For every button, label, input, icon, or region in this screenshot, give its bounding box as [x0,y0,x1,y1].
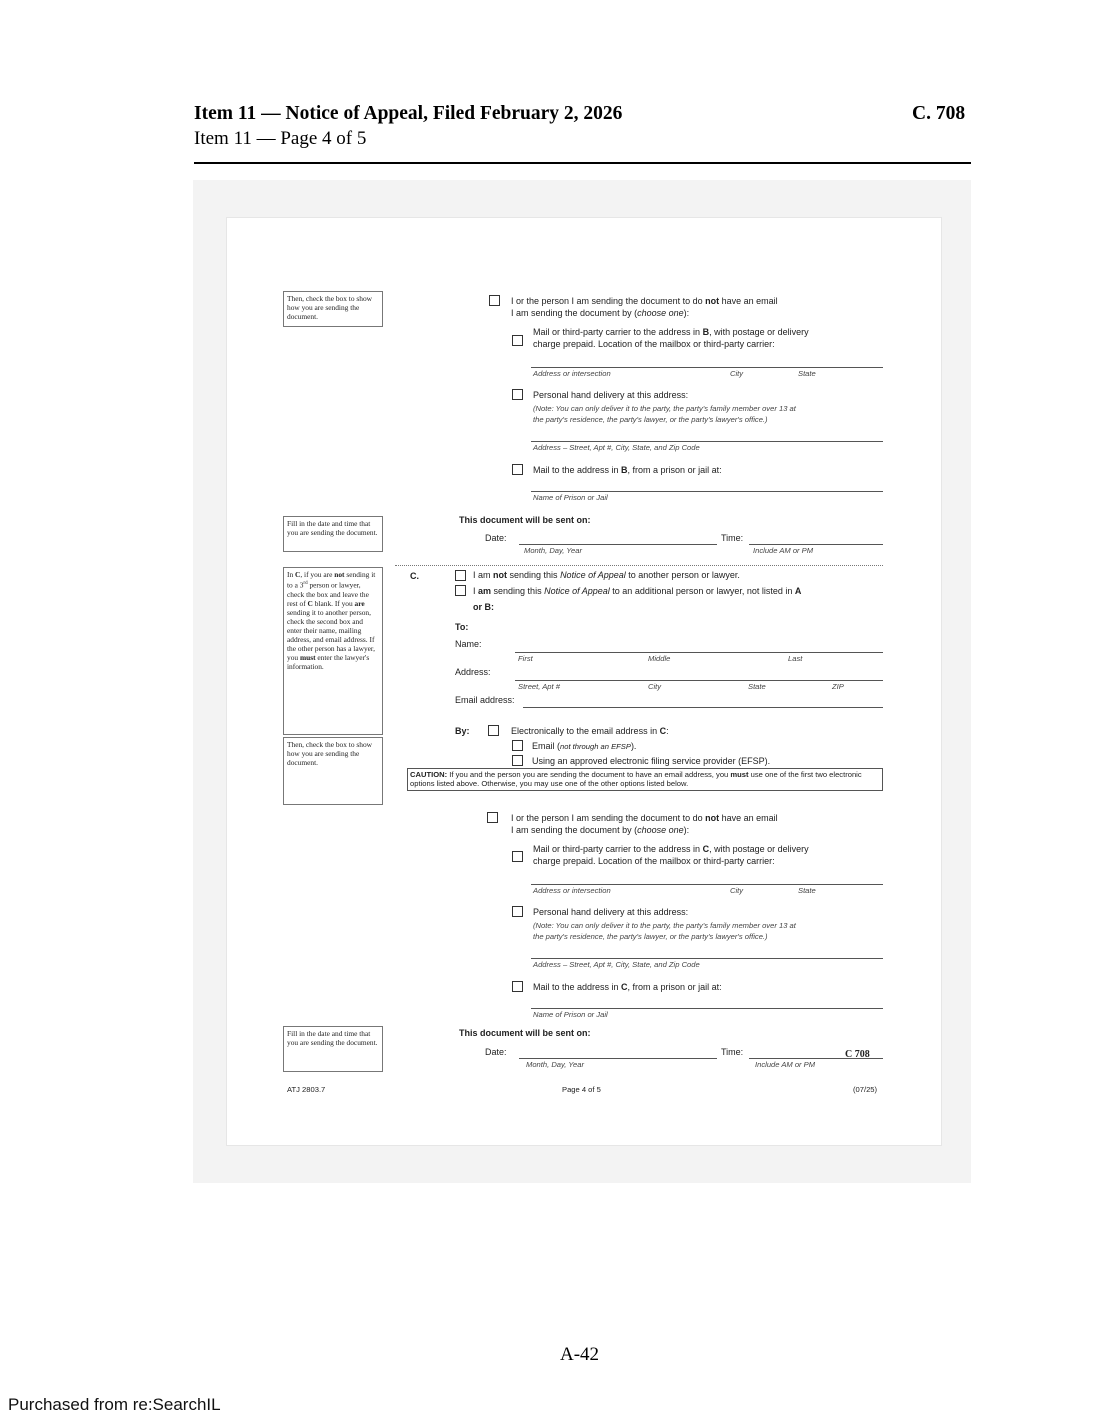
email-field-line[interactable] [523,707,883,708]
label-month-day-year: Month, Day, Year [524,546,582,555]
not-sending-checkbox-c[interactable] [455,570,466,581]
address-label: Address: [455,667,491,677]
label-zip: ZIP [832,682,844,691]
label-city-c2: City [730,886,744,895]
name-field-line[interactable] [515,652,883,653]
form-footer-id: ATJ 2803.7 [287,1085,326,1094]
label-address-intersection: Address or intersection [533,369,611,378]
sidebar-text: C [307,598,313,608]
label-address-intersection-c: Address or intersection [533,886,611,895]
label-full-address: Address – Street, Apt #, City, State, and Zip Code [533,443,700,452]
label-include-ampm-2: Include AM or PM [755,1060,816,1069]
header-rule [194,162,971,164]
prison-name-line-c[interactable] [531,1008,883,1009]
caution-box: CAUTION: If you and the person you are sending the document to have an email address, you must use one of the first two electronic options listed above. Otherwise, you may use one of the other options listed below. [407,768,883,791]
mail-carrier-text-b: Mail or third-party carrier to the address in B, with postage or delivery [533,327,809,337]
delivery-note-line1: (Note: You can only deliver it to the party, the party's family member over 13 at [533,404,796,413]
label-city: City [730,369,744,378]
personal-delivery-text-b: Personal hand delivery at this address: [533,390,689,400]
sidebar-date-time-instruction-1: Fill in the date and time that you are sending the document. [283,516,383,552]
prison-mail-checkbox-b[interactable] [512,464,523,475]
time-label-2: Time: [721,1047,744,1057]
sidebar-date-time-instruction-2: Fill in the date and time that you are sending the document. [283,1026,383,1072]
delivery-note-line2: the party's residence, the party's lawyer, or the party's lawyer's office.) [533,415,768,424]
mail-carrier-text-c-line2: charge prepaid. Location of the mailbox or third-party carrier: [533,856,775,866]
no-email-text-c: I or the person I am sending the document to do not have an email [511,813,778,823]
label-include-ampm: Include AM or PM [753,546,814,555]
delivery-note-line1-c: (Note: You can only deliver it to the party, the party's family member over 13 at [533,921,796,930]
no-email-checkbox-b[interactable] [489,295,500,306]
sidebar-text: sending it to another person, check the second box and enter their name, mailing address, and email address. If the other person has a lawyer, you [287,607,375,663]
no-email-checkbox-c[interactable] [487,812,498,823]
mail-carrier-text-c: Mail or third-party carrier to the address in C, with postage or delivery [533,844,809,854]
page-title: Item 11 — Notice of Appeal, Filed February 2, 2026 [194,103,623,124]
date-label-1: Date: [485,533,507,543]
mail-location-line-c[interactable] [531,884,883,885]
form-footer-page: Page 4 of 5 [562,1085,601,1094]
label-prison-c: Name of Prison or Jail [533,1010,608,1019]
date-line-2[interactable] [519,1058,717,1059]
mail-location-line-b[interactable] [531,367,883,368]
prison-mail-checkbox-c[interactable] [512,981,523,992]
sidebar-text: enter the lawyer's information. [287,653,370,672]
delivery-note-line2-c: the party's residence, the party's lawyer, or the party's lawyer's office.) [533,932,768,941]
sidebar-text: , if you are [300,570,335,579]
label-month-day-year-2: Month, Day, Year [526,1060,584,1069]
or-b-text: or B: [473,602,494,612]
sidebar-section-c-instruction [283,567,383,735]
label-state-c: State [748,682,766,691]
address-field-line[interactable] [515,680,883,681]
sidebar-text: must [299,653,316,663]
appendix-page-number: A-42 [560,1344,600,1365]
sent-on-heading-1: This document will be sent on: [459,515,591,525]
no-email-text-b: I or the person I am sending the document to do not have an email [511,296,778,306]
sidebar-text: In [287,570,296,579]
label-middle: Middle [648,654,671,663]
sending-by-text-b: I am sending the document by (choose one): [511,308,690,318]
efsp-option-checkbox[interactable] [512,755,523,766]
record-stamp: C 708 [845,1049,870,1060]
sidebar-text: blank. If you [312,598,355,608]
email-label: Email address: [455,695,515,705]
sidebar-text: C [295,570,301,579]
am-sending-text-c: I am sending this Notice of Appeal to an additional person or lawyer, not listed in A [473,586,802,596]
sidebar-text: not [334,570,345,579]
label-prison: Name of Prison or Jail [533,493,608,502]
sidebar-text: sending it to a 3 [287,570,376,590]
label-first: First [518,654,533,663]
sending-by-text-c: I am sending the document by (choose one): [511,825,690,835]
prison-mail-text-b: Mail to the address in B, from a prison or jail at: [533,465,722,475]
sidebar-text: are [354,598,365,608]
personal-delivery-checkbox-c[interactable] [512,906,523,917]
electronic-text-c: Electronically to the email address in C: [511,726,669,736]
to-label: To: [455,622,469,632]
form-footer-revision: (07/25) [853,1085,878,1094]
sidebar-text: rd [303,581,308,587]
email-option-checkbox[interactable] [512,740,523,751]
section-c-label: C. [410,571,419,581]
date-line-1[interactable] [519,544,717,545]
purchase-notice: Purchased from re:SearchIL [8,1395,221,1414]
page-subtitle: Item 11 — Page 4 of 5 [194,128,367,149]
sidebar-text: person or lawyer, check the box and leave the rest of [287,580,369,608]
date-label-2: Date: [485,1047,507,1057]
name-label: Name: [455,639,482,649]
label-state-c2: State [798,886,816,895]
sidebar-check-box-instruction-2: Then, check the box to show how you are sending the document. [283,737,383,805]
label-full-address-c: Address – Street, Apt #, City, State, and Zip Code [533,960,700,969]
electronic-checkbox-c[interactable] [488,725,499,736]
sent-on-heading-2: This document will be sent on: [459,1028,591,1038]
label-city-c: City [648,682,662,691]
mail-carrier-text-b-line2: charge prepaid. Location of the mailbox or third-party carrier: [533,339,775,349]
personal-delivery-text-c: Personal hand delivery at this address: [533,907,689,917]
record-code: C. 708 [912,103,966,124]
by-label: By: [455,726,470,736]
email-option-text: Email (not through an EFSP). [532,741,637,751]
mail-carrier-checkbox-b[interactable] [512,335,523,346]
personal-delivery-checkbox-b[interactable] [512,389,523,400]
time-line-1[interactable] [749,544,883,545]
not-sending-text-c: I am not sending this Notice of Appeal to another person or lawyer. [473,570,740,580]
mail-carrier-checkbox-c[interactable] [512,851,523,862]
delivery-address-line-c[interactable] [531,958,883,959]
time-label-1: Time: [721,533,744,543]
label-street-apt: Street, Apt # [518,682,560,691]
am-sending-checkbox-c[interactable] [455,585,466,596]
label-last: Last [788,654,803,663]
label-state: State [798,369,816,378]
sidebar-check-box-instruction-1: Then, check the box to show how you are sending the document. [283,291,383,327]
delivery-address-line-b[interactable] [531,441,883,442]
prison-mail-text-c: Mail to the address in C, from a prison or jail at: [533,982,722,992]
prison-name-line-b[interactable] [531,491,883,492]
form-page [226,217,942,1146]
section-divider [395,565,883,566]
efsp-option-text: Using an approved electronic filing service provider (EFSP). [532,756,771,766]
